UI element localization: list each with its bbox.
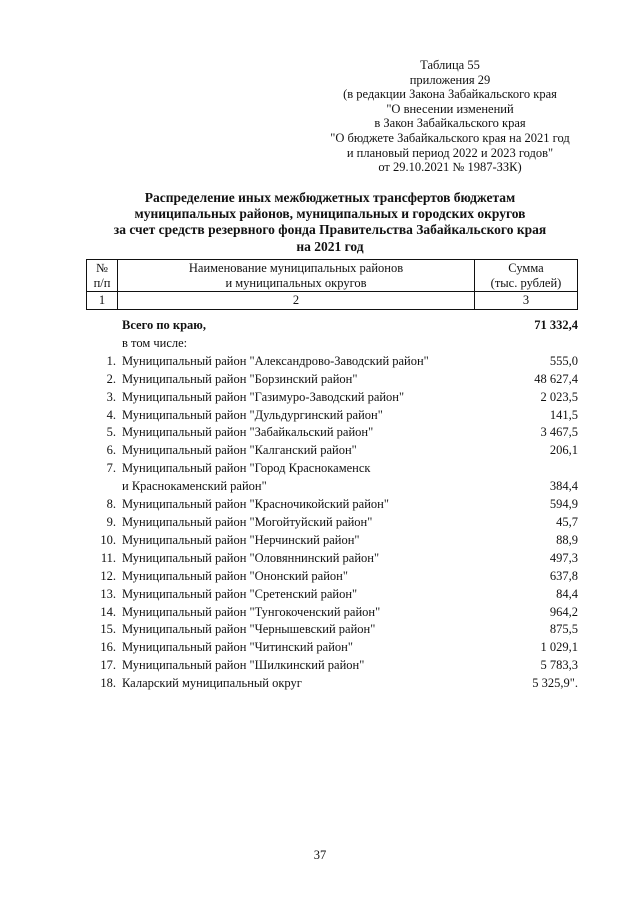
header-line: от 29.10.2021 № 1987-ЗЗК) <box>378 160 522 175</box>
total-row <box>86 317 578 335</box>
table-row <box>86 657 578 675</box>
row-number: 14. <box>100 604 116 619</box>
row-name: Муниципальный район "Читинский район" <box>122 640 353 655</box>
row-name: Муниципальный район "Сретенский район" <box>122 586 358 601</box>
row-name: Муниципальный район "Оловяннинский район" <box>122 550 380 565</box>
column-index: 2 <box>118 292 475 310</box>
row-value: 88,9 <box>556 532 578 547</box>
table-row <box>86 586 578 604</box>
row-value: 5 325,9". <box>532 676 578 691</box>
row-value: 555,0 <box>549 353 578 368</box>
title-line: Распределение иных межбюджетных трансфертов бюджетам <box>144 190 516 205</box>
column-header-sum <box>475 260 578 292</box>
page-number: 37 <box>313 848 327 862</box>
row-name: Муниципальный район "Ононский район" <box>122 568 348 583</box>
row-name: и Краснокаменский район" <box>122 479 267 494</box>
column-header-name <box>118 260 475 292</box>
table-row <box>86 371 578 389</box>
row-number: 6. <box>106 443 116 458</box>
row-value: 637,8 <box>549 568 578 583</box>
total-value: 71 332,4 <box>534 318 578 332</box>
header-line: (в редакции Закона Забайкальского края <box>343 87 557 102</box>
row-number: 5. <box>106 425 116 440</box>
row-name: Муниципальный район "Могойтуйский район" <box>122 514 373 529</box>
row-number: 16. <box>100 640 116 655</box>
table-row <box>86 407 578 425</box>
table-row <box>86 621 578 639</box>
row-value: 48 627,4 <box>534 371 578 386</box>
row-value: 206,1 <box>549 443 578 458</box>
header-line: в Закон Забайкальского края <box>374 116 526 131</box>
header-text: № <box>96 261 108 275</box>
row-value: 84,4 <box>556 586 578 601</box>
row-name: Муниципальный район "Калганский район" <box>122 443 357 458</box>
total-label: Всего по краю, <box>122 318 206 332</box>
row-number: 8. <box>106 497 116 512</box>
row-name: Муниципальный район "Тунгокоченский район" <box>122 604 381 619</box>
row-value: 3 467,5 <box>540 425 578 440</box>
row-value: 875,5 <box>549 622 578 637</box>
including-label: в том числе: <box>122 335 188 350</box>
appendix-header <box>300 58 600 175</box>
row-number: 12. <box>100 568 116 583</box>
row-name: Муниципальный район "Борзинский район" <box>122 371 358 386</box>
row-name: Муниципальный район "Чернышевский район" <box>122 622 376 637</box>
header-text: Сумма <box>508 261 544 275</box>
table-row <box>86 496 578 514</box>
header-line: Таблица 55 <box>420 58 480 72</box>
table-row <box>86 460 578 478</box>
header-line: и плановый период 2022 и 2023 годов" <box>346 145 554 160</box>
row-name: Муниципальный район "Дульдургинский район" <box>122 407 383 422</box>
row-number: 18. <box>100 676 116 691</box>
table-row <box>86 389 578 407</box>
row-name: Каларский муниципальный округ <box>122 676 302 691</box>
title-line: на 2021 год <box>296 238 364 254</box>
row-name: Муниципальный район "Шилкинский район" <box>122 658 365 673</box>
table-row <box>86 639 578 657</box>
including-row <box>86 335 578 353</box>
column-index: 3 <box>475 292 578 310</box>
table-row <box>86 675 578 693</box>
table-row <box>86 442 578 460</box>
row-value: 5 783,3 <box>540 658 578 673</box>
table-row <box>86 568 578 586</box>
title-line: за счет средств резервного фонда Правительства Забайкальского края <box>113 222 547 238</box>
row-value: 384,4 <box>549 479 578 494</box>
row-number: 7. <box>106 461 116 476</box>
header-text: и муниципальных округов <box>225 275 367 290</box>
row-number: 13. <box>100 586 116 601</box>
table-row <box>86 532 578 550</box>
row-number: 10. <box>100 532 116 547</box>
header-text: п/п <box>93 275 111 290</box>
row-value: 141,5 <box>549 407 578 422</box>
header-line: "О внесении изменений <box>386 101 514 116</box>
row-number: 4. <box>106 407 116 422</box>
row-value: 2 023,5 <box>540 389 578 404</box>
table-header <box>86 259 578 310</box>
row-number: 1. <box>106 353 116 368</box>
document-title <box>80 190 580 255</box>
row-number: 3. <box>106 389 116 404</box>
table-row <box>86 353 578 371</box>
row-number: 11. <box>100 550 116 565</box>
row-value: 964,2 <box>549 604 578 619</box>
header-text: (тыс. рублей) <box>490 275 562 290</box>
row-value: 594,9 <box>549 497 578 512</box>
column-headers-row <box>87 260 578 292</box>
row-name: Муниципальный район "Город Краснокаменск <box>122 461 371 476</box>
row-number: 9. <box>106 514 116 529</box>
column-index: 1 <box>87 292 118 310</box>
row-value: 1 029,1 <box>540 640 578 655</box>
table-row <box>86 514 578 532</box>
row-number: 17. <box>100 658 116 673</box>
title-line: муниципальных районов, муниципальных и городских округов <box>134 206 526 222</box>
row-value: 45,7 <box>556 514 578 529</box>
row-name: Муниципальный район "Красночикойский район" <box>122 497 389 512</box>
table-row <box>86 604 578 622</box>
header-line: приложения 29 <box>409 72 491 87</box>
table-body <box>86 317 578 693</box>
header-text: Наименование муниципальных районов <box>188 261 404 275</box>
row-name: Муниципальный район "Забайкальский район" <box>122 425 374 440</box>
row-value: 497,3 <box>549 550 578 565</box>
header-line: "О бюджете Забайкальского края на 2021 год <box>330 130 570 145</box>
row-number: 15. <box>100 622 116 637</box>
table-row <box>86 424 578 442</box>
row-name: Муниципальный район "Газимуро-Заводский район" <box>122 389 405 404</box>
column-index-row <box>87 292 578 310</box>
table-row <box>86 550 578 568</box>
row-name: Муниципальный район "Нерчинский район" <box>122 532 360 547</box>
row-name: Муниципальный район "Александрово-Заводский район" <box>122 353 429 368</box>
table-row-continuation <box>86 478 578 496</box>
row-number: 2. <box>106 371 116 386</box>
column-header-number <box>87 260 118 292</box>
